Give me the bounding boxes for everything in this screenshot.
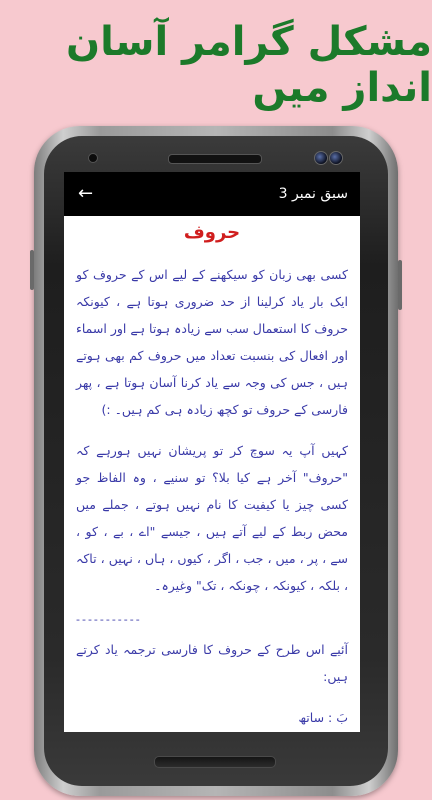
section-divider: ----------- (76, 613, 142, 626)
home-bar (154, 756, 276, 768)
camera-icon (314, 151, 328, 165)
toolbar-title: سبق نمبر 3 (278, 186, 348, 202)
sensor-icon (88, 153, 98, 163)
arrow-back-icon[interactable]: ← (78, 183, 94, 204)
speaker-grille (168, 154, 262, 164)
lesson-paragraph: کسی بھی زبان کو سیکھنے کے لیے اس کے حروف کو ایک بار یاد کرلینا از حد ضروری ہوتا ہے ، کیونکہ حروف کا استعمال سب سے زیادہ ہوتا ہے اور اسماء اور افعال کی بنسبت تعداد میں حروف کم بھی ہوتے ہیں ، جس کی وجہ سے یاد کرنا آسان ہوتا ہے ، پھر فارسی کے حروف تو کچھ زیادہ ہی کم ہیں۔ :) (76, 267, 348, 417)
volume-button (30, 250, 34, 290)
lesson-paragraph: کہیں آپ یہ سوچ کر تو پریشان نہیں ہورہے کہ "حروف" آخر ہے کیا بلا؟ تو سنیے ، وہ الفاظ جو کسی چیز یا کیفیت کا نام نہیں ہوتے ، جملے میں محض ربط کے لیے آتے ہیں ، جیسے "اے ، بے ، کو ، سے ، پر ، میں ، جب ، اگر ، کیوں ، ہاں ، نہیں ، تاکہ ، بلکہ ، کیونکہ ، چونکہ ، تک" وغیرہ۔ (76, 443, 348, 593)
vocab-intro: آئیے اس طرح کے حروف کا فارسی ترجمہ یاد کرتے ہیں: (76, 642, 348, 684)
banner-title: مشکل گرامر آسان انداز میں (66, 19, 432, 111)
vocab-item: بَ : ساتھ (298, 710, 348, 725)
camera-icon (329, 151, 343, 165)
app-screen (64, 172, 360, 732)
app-banner (0, 0, 432, 130)
lesson-heading: حروف (183, 222, 241, 243)
lesson-content[interactable] (64, 216, 360, 731)
toolbar (64, 172, 360, 216)
power-button (398, 260, 402, 310)
